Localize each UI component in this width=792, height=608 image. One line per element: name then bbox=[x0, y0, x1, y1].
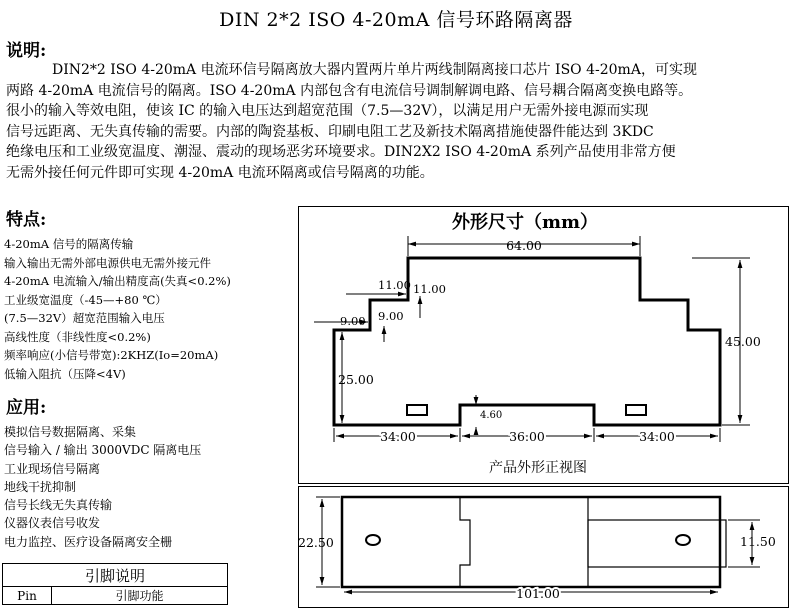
description-line: DIN2*2 ISO 4-20mA 电流环信号隔离放大器内置两片单片两线制隔离接口芯片 ISO 4-20mA，可实现 bbox=[52, 62, 697, 78]
list-item: 输入输出无需外部电源供电无需外接元件 bbox=[4, 255, 211, 270]
dim-step: 9.00 bbox=[378, 309, 404, 323]
list-item: 高线性度（非线性度<0.2%) bbox=[4, 329, 151, 344]
description-line: 无需外接任何元件即可实现 4-20mA 电流环隔离或信号隔离的功能。 bbox=[6, 164, 434, 181]
dim-right-height: 11.50 bbox=[740, 534, 776, 549]
front-view-caption: 产品外形正视图 bbox=[489, 460, 587, 476]
features-heading: 特点: bbox=[6, 210, 47, 230]
dim-bottom: 34.00 bbox=[380, 429, 416, 444]
list-item: 低输入阻抗（压降<4V) bbox=[4, 366, 126, 381]
list-item: 4-20mA 信号的隔离传输 bbox=[4, 237, 134, 251]
dim-side: 25.00 bbox=[338, 372, 374, 387]
pin-table-title: 引脚说明 bbox=[3, 564, 228, 587]
list-item: 工业现场信号隔离 bbox=[4, 461, 101, 476]
list-item: 信号长线无失真传输 bbox=[4, 498, 113, 513]
description-line: 信号远距离、无失真传输的需要。内部的陶瓷基板、印刷电阻工艺及新技术隔离措施使器件能达到 3KDC bbox=[6, 123, 654, 140]
dim-bottom: 34.00 bbox=[639, 429, 675, 444]
front-slot bbox=[407, 405, 427, 415]
top-view-outline bbox=[342, 497, 720, 587]
front-slot bbox=[626, 405, 646, 415]
list-item: 地线干扰抑制 bbox=[4, 479, 77, 494]
dim-slot: 4.60 bbox=[480, 410, 503, 421]
din-rail-clip bbox=[588, 520, 726, 567]
list-item: 信号输入 / 输出 3000VDC 隔离电压 bbox=[4, 443, 202, 458]
description-line: 绝缘电压和工业级宽温度、潮湿、震动的现场恶劣环境要求。DIN2X2 ISO 4-20mA 系列产品使用非常方便 bbox=[6, 144, 676, 160]
dim-total-length: 101.00 bbox=[516, 586, 560, 600]
dim-bottom: 36.00 bbox=[509, 429, 545, 444]
list-item: 4-20mA 电流输入/输出精度高(失真<0.2%) bbox=[4, 274, 231, 288]
dim-step: 9.00 bbox=[340, 314, 366, 328]
function-column-header: 引脚功能 bbox=[115, 589, 164, 603]
list-item: 工业级宽温度（-45—+80 ℃） bbox=[4, 292, 167, 307]
dim-step: 11.00 bbox=[413, 282, 446, 296]
mounting-hole bbox=[676, 535, 690, 545]
mounting-hole bbox=[366, 535, 380, 545]
pin-column-header: Pin bbox=[3, 587, 52, 605]
dim-top-height: 22.50 bbox=[298, 535, 334, 550]
list-item: 仪器仪表信号收发 bbox=[4, 516, 101, 531]
applications-heading: 应用: bbox=[6, 398, 47, 418]
list-item: (7.5—32V）超宽范围输入电压 bbox=[4, 311, 165, 325]
description-line: 很小的输入等效电阻，使该 IC 的输入电压达到超宽范围（7.5—32V），以满足用户无需外接电源而实现 bbox=[6, 103, 649, 119]
page-title: DIN 2*2 ISO 4-20mA 信号环路隔离器 bbox=[219, 9, 573, 31]
list-item: 电力监控、医疗设备隔离安全栅 bbox=[4, 534, 173, 549]
dim-height: 45.00 bbox=[725, 334, 761, 349]
dim-top-width: 64.00 bbox=[506, 238, 542, 253]
list-item: 频率响应(小信号带宽):2KHZ(Io=20mA) bbox=[4, 348, 219, 362]
drawing-title: 外形尺寸（mm） bbox=[451, 212, 599, 233]
description-line: 两路 4-20mA 电流信号的隔离。ISO 4-20mA 内部包含有电流信号调制解调电路、信号耦合隔离变换电路等。 bbox=[6, 82, 693, 99]
list-item: 模拟信号数据隔离、采集 bbox=[4, 425, 137, 439]
description-heading: 说明: bbox=[6, 41, 47, 61]
dim-step: 11.00 bbox=[378, 278, 411, 292]
